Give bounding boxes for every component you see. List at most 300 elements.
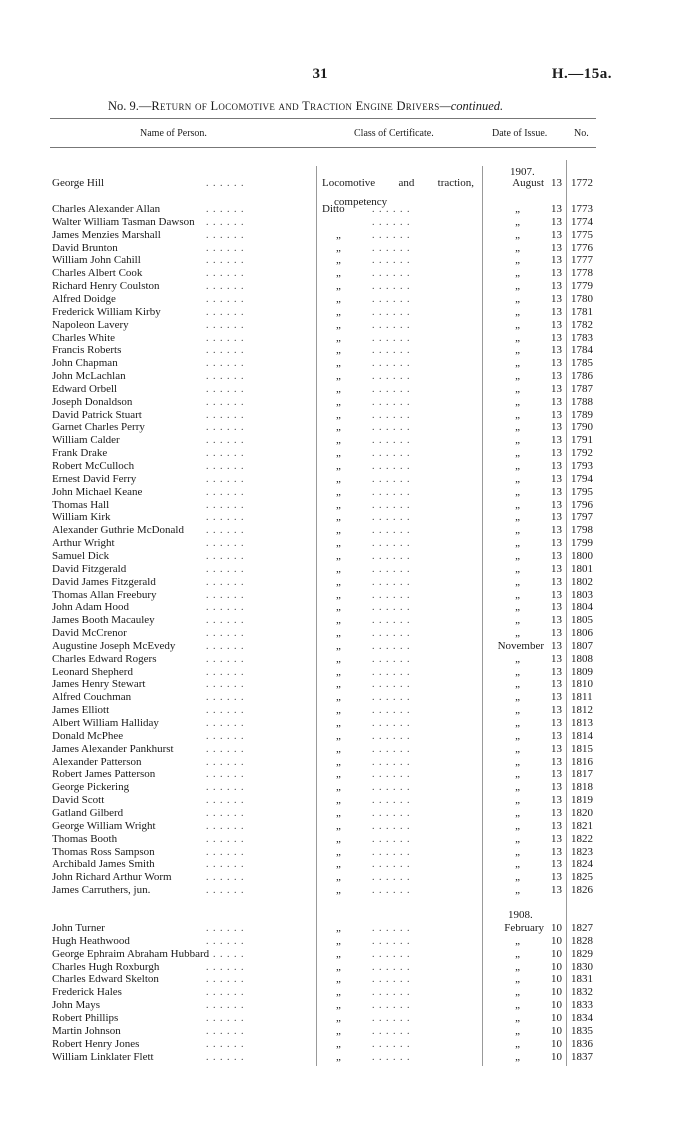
person-name: Arthur Wright <box>52 537 115 550</box>
table-row <box>0 344 700 357</box>
certificate-class: „ <box>336 292 341 305</box>
table-row <box>0 743 700 756</box>
certificate-number: 1792 <box>571 447 593 460</box>
certificate-number: 1826 <box>571 884 593 897</box>
table-row <box>0 1012 700 1025</box>
person-name: Thomas Ross Sampson <box>52 845 155 858</box>
person-name: Robert McCulloch <box>52 460 135 472</box>
dot-leader: . . . . . . <box>372 628 411 640</box>
issue-day: 13 <box>551 460 562 472</box>
dot-leader: . . . . . . <box>372 653 411 665</box>
certificate-class: „ <box>336 408 341 421</box>
table-row <box>0 177 700 190</box>
dot-leader: . . . . . . <box>372 795 411 807</box>
dot-leader: . . . . . . <box>206 782 245 794</box>
certificate-number: 1798 <box>571 524 593 537</box>
table-row <box>0 961 700 974</box>
table-row <box>0 820 700 833</box>
certificate-class: „ <box>336 627 341 640</box>
dot-leader: . . . . . . <box>372 242 411 254</box>
table-row <box>0 986 700 999</box>
person-name: Augustine Joseph McEvedy <box>52 639 176 652</box>
certificate-number: 1835 <box>571 1024 593 1037</box>
certificate-number: 1796 <box>571 498 593 511</box>
table-row <box>0 846 700 859</box>
dot-leader: . . . . . . <box>206 679 245 691</box>
certificate-class: „ <box>336 498 341 511</box>
certificate-number: 1779 <box>571 280 593 293</box>
certificate-number: 1790 <box>571 421 593 434</box>
dot-leader: . . . . . . <box>372 615 411 627</box>
issue-month: August <box>512 177 544 189</box>
table-row <box>0 948 700 961</box>
certificate-class: „ <box>336 665 341 678</box>
person-name: Thomas Hall <box>52 498 110 511</box>
issue-day: 13 <box>551 884 562 897</box>
certificate-number: 1814 <box>571 729 593 742</box>
dot-leader: . . . . . . <box>372 666 411 678</box>
dot-leader: . . . . . . <box>206 448 245 460</box>
certificate-number: 1786 <box>571 370 593 383</box>
certificate-class: „ <box>336 447 341 460</box>
issue-day: 13 <box>551 806 562 819</box>
issue-day: 13 <box>551 832 562 845</box>
issue-month: „ <box>515 421 520 434</box>
certificate-class: „ <box>336 781 341 794</box>
dot-leader: . . . . . . <box>206 872 245 884</box>
dot-leader: . . . . . . <box>372 602 411 614</box>
dot-leader: . . . . . . <box>372 229 411 241</box>
certificate-number: 1815 <box>571 742 593 755</box>
issue-day: 10 <box>551 1050 562 1063</box>
issue-month: „ <box>515 999 520 1012</box>
dot-leader: . . . . . . <box>206 718 245 729</box>
column-header-name: Name of Person. <box>140 128 207 139</box>
person-name: Joseph Donaldson <box>52 395 133 408</box>
certificate-class: „ <box>336 960 341 973</box>
dot-leader: . . . . . . <box>372 692 411 704</box>
certificate-class: „ <box>336 434 341 447</box>
certificate-class: „ <box>336 845 341 858</box>
issue-day: 13 <box>551 305 562 318</box>
certificate-class: „ <box>336 524 341 537</box>
table-row <box>0 486 700 499</box>
issue-day: 13 <box>551 434 562 447</box>
issue-month: „ <box>515 986 520 999</box>
person-name: Gatland Gilberd <box>52 806 124 819</box>
person-name: David James Fitzgerald <box>52 575 156 588</box>
dot-leader: . . . . . . <box>206 383 245 395</box>
issue-day: 13 <box>551 331 562 344</box>
issue-day: 13 <box>551 717 562 729</box>
issue-month: „ <box>515 562 520 575</box>
issue-month: „ <box>515 819 520 832</box>
issue-month: „ <box>515 1011 520 1024</box>
certificate-class <box>322 177 474 190</box>
year-label-1908: 1908. <box>508 909 533 921</box>
dot-leader: . . . . . . <box>206 987 245 999</box>
dot-leader: . . . . . . <box>206 923 245 934</box>
dot-leader: . . . . . . <box>372 820 411 832</box>
certificate-class: „ <box>336 639 341 652</box>
page-reference: H.—15a. <box>551 66 612 82</box>
table-row <box>0 871 700 884</box>
issue-month: „ <box>515 755 520 768</box>
issue-month: „ <box>515 472 520 485</box>
issue-day: 13 <box>551 524 562 537</box>
person-name: Thomas Allan Freebury <box>52 588 157 601</box>
dot-leader: . . . . . . <box>372 974 411 986</box>
certificate-class: „ <box>336 871 341 884</box>
issue-day: 13 <box>551 845 562 858</box>
dot-leader: . . . . . . <box>372 730 411 742</box>
issue-month: November <box>497 639 544 652</box>
dot-leader: . . . . . . <box>372 409 411 421</box>
dot-leader: . . . . . . <box>206 358 245 370</box>
issue-month: „ <box>515 947 520 960</box>
table-row <box>0 203 700 216</box>
issue-month: „ <box>515 652 520 665</box>
table-row <box>0 229 700 242</box>
person-name: John Chapman <box>52 357 118 370</box>
issue-month: February <box>504 922 544 934</box>
dot-leader: . . . . . . <box>206 1000 245 1012</box>
issue-month: „ <box>515 228 520 241</box>
person-name: James Henry Stewart <box>52 678 146 691</box>
person-name: George Ephraim Abraham Hubbard <box>52 947 210 960</box>
issue-day: 10 <box>551 1011 562 1024</box>
table-row <box>0 1038 700 1051</box>
certificate-class: „ <box>336 254 341 267</box>
certificate-number: 1803 <box>571 588 593 601</box>
table-row <box>0 216 700 229</box>
certificate-class: „ <box>336 934 341 947</box>
certificate-number: 1789 <box>571 408 593 421</box>
certificate-number: 1777 <box>571 254 593 267</box>
issue-day: 13 <box>551 280 562 293</box>
certificate-number: 1772 <box>571 177 593 189</box>
certificate-class: „ <box>336 421 341 434</box>
certificate-class: „ <box>336 729 341 742</box>
issue-day: 13 <box>551 511 562 524</box>
certificate-number: 1793 <box>571 460 593 472</box>
person-name: David Scott <box>52 794 105 807</box>
table-row <box>0 833 700 846</box>
dot-leader: . . . . . . <box>372 948 411 960</box>
issue-month: „ <box>515 549 520 562</box>
dot-leader: . . . . . . <box>372 833 411 845</box>
issue-month: „ <box>515 498 520 511</box>
dot-leader: . . . . . . <box>206 563 245 575</box>
certificate-number: 1783 <box>571 331 593 344</box>
issue-month: „ <box>515 884 520 897</box>
issue-day: 13 <box>551 575 562 588</box>
dot-leader: . . . . . . <box>372 525 411 537</box>
dot-leader: . . . . . . <box>372 255 411 267</box>
issue-month: „ <box>515 729 520 742</box>
certificate-class: „ <box>336 241 341 254</box>
issue-day: 13 <box>551 537 562 550</box>
person-name: William Calder <box>52 434 120 447</box>
issue-day: 13 <box>551 485 562 498</box>
issue-month: „ <box>515 742 520 755</box>
certificate-class: „ <box>336 370 341 383</box>
table-row <box>0 499 700 512</box>
issue-month: „ <box>515 485 520 498</box>
table-row <box>0 704 700 717</box>
certificate-class: „ <box>336 652 341 665</box>
issue-month: „ <box>515 845 520 858</box>
certificate-class: „ <box>336 1011 341 1024</box>
person-name: Garnet Charles Perry <box>52 421 145 434</box>
person-name: Donald McPhee <box>52 729 124 742</box>
issue-day: 13 <box>551 691 562 704</box>
issue-month: „ <box>515 704 520 717</box>
issue-day: 13 <box>551 614 562 627</box>
table-row <box>0 537 700 550</box>
table-row <box>0 717 700 730</box>
certificate-number: 1776 <box>571 241 593 254</box>
dot-leader: . . . . . . <box>372 872 411 884</box>
issue-month: „ <box>515 1024 520 1037</box>
issue-month: „ <box>515 305 520 318</box>
certificate-class: „ <box>336 549 341 562</box>
column-header-class: Class of Certificate. <box>354 128 434 139</box>
dot-leader: . . . . . . <box>206 178 245 189</box>
issue-month: „ <box>515 357 520 370</box>
issue-month: „ <box>515 575 520 588</box>
issue-month: „ <box>515 254 520 267</box>
person-name: Alexander Guthrie McDonald <box>52 524 184 537</box>
table-row <box>0 524 700 537</box>
dot-leader: . . . . . . <box>372 782 411 794</box>
person-name: John Turner <box>52 922 105 934</box>
person-name: William Kirk <box>52 511 111 524</box>
dot-leader: . . . . . . <box>372 846 411 858</box>
issue-month: „ <box>515 215 520 228</box>
issue-month: „ <box>515 1050 520 1063</box>
certificate-class: „ <box>336 395 341 408</box>
certificate-class: „ <box>336 331 341 344</box>
person-name: Martin Johnson <box>52 1024 121 1037</box>
certificate-class: „ <box>336 704 341 717</box>
person-name: Thomas Booth <box>52 832 118 845</box>
table-row <box>0 447 700 460</box>
dot-leader: . . . . . . <box>372 705 411 717</box>
dot-leader: . . . . . . <box>372 204 411 215</box>
first-class-line2: competency <box>334 196 388 208</box>
dot-leader: . . . . . . <box>206 833 245 845</box>
certificate-number: 1791 <box>571 434 593 447</box>
issue-month: „ <box>515 241 520 254</box>
certificate-number: 1808 <box>571 652 593 665</box>
dot-leader: . . . . . . <box>206 935 245 947</box>
title-prefix: No. 9.— <box>108 99 152 113</box>
certificate-class: Ditto <box>322 203 345 215</box>
dot-leader: . . . . . . <box>372 859 411 871</box>
issue-month: „ <box>515 537 520 550</box>
certificate-class: „ <box>336 228 341 241</box>
person-name: James Elliott <box>52 704 110 717</box>
issue-day: 13 <box>551 408 562 421</box>
person-name: Robert Henry Jones <box>52 1037 140 1050</box>
certificate-class: „ <box>336 858 341 871</box>
issue-day: 10 <box>551 934 562 947</box>
person-name: John Mays <box>52 999 100 1012</box>
certificate-number: 1802 <box>571 575 593 588</box>
certificate-number: 1804 <box>571 601 593 614</box>
dot-leader: . . . . . . <box>206 550 245 562</box>
issue-month: „ <box>515 768 520 781</box>
issue-month: „ <box>515 524 520 537</box>
certificate-class: „ <box>336 318 341 331</box>
certificate-class: „ <box>336 537 341 550</box>
certificate-number: 1774 <box>571 215 593 228</box>
dot-leader: . . . . . . <box>206 268 245 280</box>
issue-day: 10 <box>551 986 562 999</box>
dot-leader: . . . . . . <box>206 281 245 293</box>
certificate-number: 1837 <box>571 1050 593 1063</box>
certificate-number: 1812 <box>571 704 593 717</box>
issue-day: 13 <box>551 254 562 267</box>
dot-leader: . . . . . . <box>372 961 411 973</box>
table-row <box>0 383 700 396</box>
issue-day: 13 <box>551 794 562 807</box>
certificate-number: 1801 <box>571 562 593 575</box>
person-name: Frank Drake <box>52 447 108 460</box>
dot-leader: . . . . . . <box>372 473 411 485</box>
person-name: David Fitzgerald <box>52 562 127 575</box>
certificate-class: „ <box>336 357 341 370</box>
issue-month: „ <box>515 781 520 794</box>
table-row <box>0 267 700 280</box>
issue-day: 13 <box>551 562 562 575</box>
dot-leader: . . . . . . <box>372 743 411 755</box>
person-name: Archibald James Smith <box>52 858 155 871</box>
certificate-class: „ <box>336 717 341 729</box>
table-row <box>0 601 700 614</box>
issue-day: 13 <box>551 871 562 884</box>
dot-leader: . . . . . . <box>206 371 245 383</box>
table-row <box>0 421 700 434</box>
issue-month: „ <box>515 960 520 973</box>
table-row <box>0 1025 700 1038</box>
table-title <box>108 99 503 114</box>
dot-leader: . . . . . . <box>206 461 245 472</box>
dot-leader: . . . . . . <box>206 306 245 318</box>
certificate-class: „ <box>336 485 341 498</box>
table-row <box>0 691 700 704</box>
issue-month: „ <box>515 691 520 704</box>
table-row <box>0 589 700 602</box>
table-row <box>0 999 700 1012</box>
dot-leader: . . . . . . <box>206 473 245 485</box>
person-name: John Michael Keane <box>52 485 143 498</box>
certificate-number: 1831 <box>571 973 593 986</box>
dot-leader: . . . . . . <box>206 974 245 986</box>
certificate-class-word: Locomotive <box>322 177 376 189</box>
person-name: Charles Hugh Roxburgh <box>52 960 160 973</box>
table-row <box>0 678 700 691</box>
person-name: David Brunton <box>52 241 118 254</box>
certificate-number: 1829 <box>571 947 593 960</box>
certificate-class: „ <box>336 460 341 472</box>
issue-day: 13 <box>551 742 562 755</box>
dot-leader: . . . . . . <box>372 486 411 498</box>
issue-month: „ <box>515 460 520 472</box>
dot-leader: . . . . . . <box>372 1025 411 1037</box>
issue-day: 13 <box>551 395 562 408</box>
dot-leader: . . . . . . <box>372 935 411 947</box>
issue-month: „ <box>515 318 520 331</box>
dot-leader: . . . . . . <box>372 422 411 434</box>
issue-month: „ <box>515 395 520 408</box>
person-name: Robert James Patterson <box>52 768 156 781</box>
certificate-class: „ <box>336 382 341 395</box>
dot-leader: . . . . . . <box>206 293 245 305</box>
dot-leader: . . . . . . <box>206 666 245 678</box>
certificate-class: „ <box>336 472 341 485</box>
certificate-number: 1827 <box>571 922 593 934</box>
certificate-number: 1782 <box>571 318 593 331</box>
certificate-class: „ <box>336 755 341 768</box>
issue-day: 13 <box>551 729 562 742</box>
person-name: Ernest David Ferry <box>52 472 137 485</box>
issue-month: „ <box>515 601 520 614</box>
table-row <box>0 627 700 640</box>
certificate-class: „ <box>336 794 341 807</box>
certificate-class: „ <box>336 562 341 575</box>
certificate-class: „ <box>336 1050 341 1063</box>
certificate-class: „ <box>336 819 341 832</box>
dot-leader: . . . . . . <box>206 345 245 357</box>
table-row <box>0 332 700 345</box>
certificate-number: 1824 <box>571 858 593 871</box>
person-name: William John Cahill <box>52 254 141 267</box>
dot-leader: . . . . . . <box>206 1025 245 1037</box>
dot-leader: . . . . . . <box>206 1038 245 1050</box>
dot-leader: . . . . . . <box>372 371 411 383</box>
table-row <box>0 242 700 255</box>
issue-month: „ <box>515 280 520 293</box>
issue-day: 13 <box>551 781 562 794</box>
dot-leader: . . . . . . <box>372 281 411 293</box>
dot-leader: . . . . . . <box>206 846 245 858</box>
dot-leader: . . . . . . <box>372 1038 411 1050</box>
dot-leader: . . . . . . <box>206 653 245 665</box>
dot-leader: . . . . . . <box>372 293 411 305</box>
certificate-class: „ <box>336 575 341 588</box>
dot-leader: . . . . . . <box>206 961 245 973</box>
dot-leader: . . . . . . <box>206 229 245 241</box>
issue-month: „ <box>515 203 520 215</box>
table-row <box>0 935 700 948</box>
dot-leader: . . . . . . <box>372 563 411 575</box>
certificate-number: 1813 <box>571 717 593 729</box>
person-name: Charles Edward Rogers <box>52 652 157 665</box>
issue-month: „ <box>515 858 520 871</box>
table-row <box>0 396 700 409</box>
dot-leader: . . . . . . <box>206 640 245 652</box>
table-row <box>0 254 700 267</box>
dot-leader: . . . . . . <box>206 820 245 832</box>
dot-leader: . . . . . . <box>372 885 411 897</box>
dot-leader: . . . . . . <box>372 987 411 999</box>
certificate-class: „ <box>336 588 341 601</box>
certificate-class: „ <box>336 1037 341 1050</box>
issue-day: 13 <box>551 588 562 601</box>
person-name: Alfred Couchman <box>52 691 132 704</box>
